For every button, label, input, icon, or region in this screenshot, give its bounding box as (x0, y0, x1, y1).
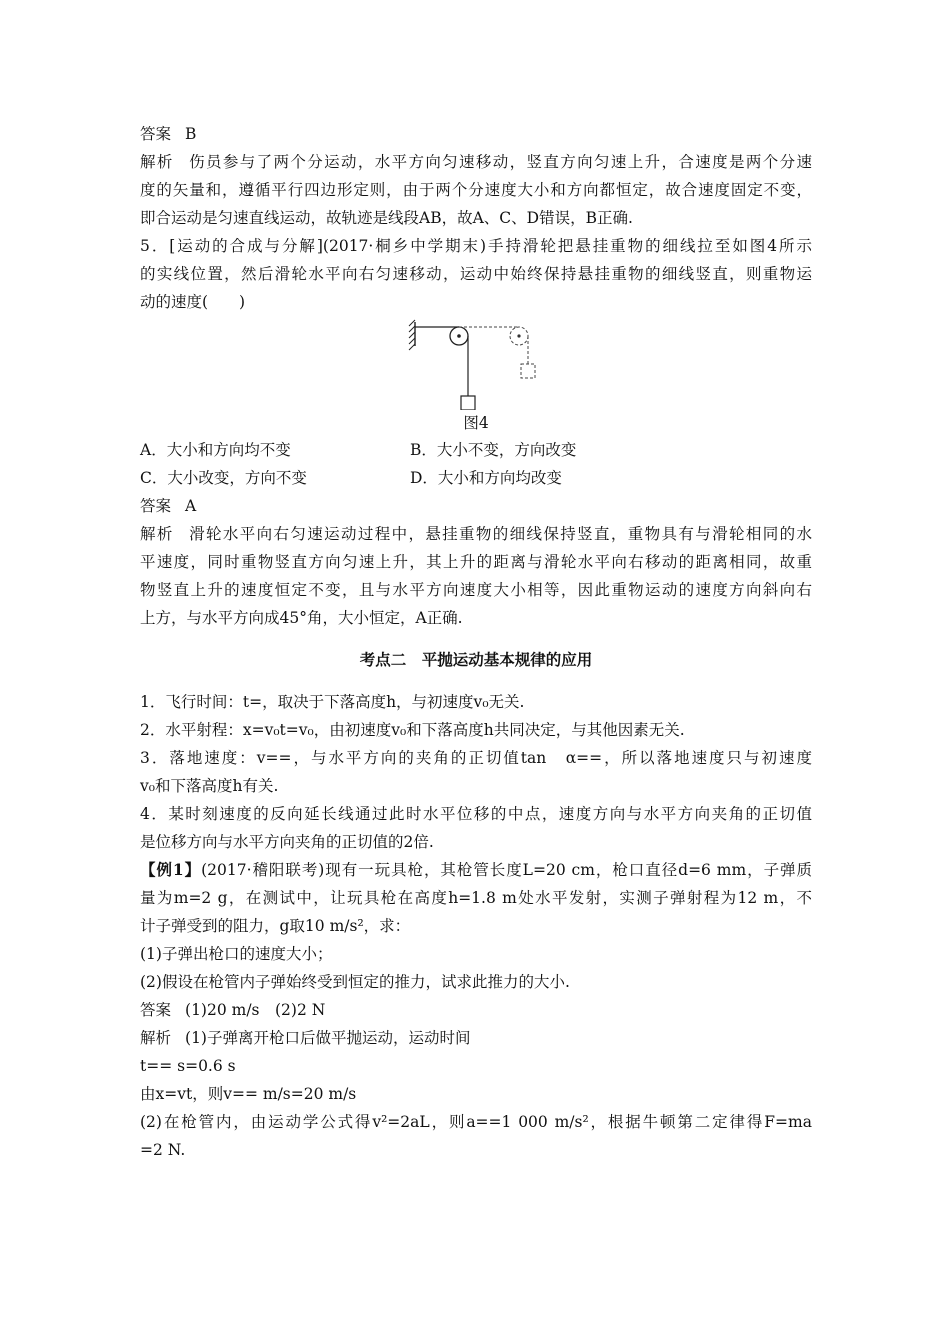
analysis-prev-line: 即合运动是匀速直线运动，故轨迹是线段AB，故A、C、D错误，B正确. (140, 209, 633, 227)
options-row (140, 464, 812, 492)
analysis-example-line: 解析 (1)子弹离开枪口后做平抛运动，运动时间 (140, 1029, 471, 1047)
section-title: 考点二 平抛运动基本规律的应用 (359, 650, 593, 669)
answer-prev (140, 120, 812, 148)
answer-q5 (140, 492, 812, 520)
example-line: (1)子弹出枪口的速度大小； (140, 945, 333, 963)
analysis-q5-line: 上方，与水平方向成45°角，大小恒定，A正确. (140, 609, 463, 627)
answer-label: 答案 (140, 1001, 172, 1019)
figure-caption: 图4 (463, 414, 489, 432)
option-c: C．大小改变，方向不变 (140, 469, 307, 487)
answer-value: (1)20 m/s (2)2 N (185, 1001, 326, 1019)
option-a: A．大小和方向均不变 (140, 441, 291, 459)
option-b: B．大小不变，方向改变 (410, 441, 577, 459)
analysis-prev-line: 度的矢量和，遵循平行四边形定则，由于两个分速度大小和方向都恒定，故合速度固定不变， (140, 181, 812, 199)
answer-label: 答案 (140, 497, 172, 515)
answer-value: A (185, 497, 197, 515)
example-line: (2)假设在枪管内子弹始终受到恒定的推力，试求此推力的大小. (140, 973, 570, 991)
options-row (140, 436, 812, 464)
analysis-example-line: =2 N. (140, 1141, 186, 1159)
analysis-prev-line: 解析 伤员参与了两个分运动，水平方向匀速移动，竖直方向匀速上升，合速度是两个分速 (140, 153, 812, 171)
analysis-label: 解析 (140, 153, 174, 171)
point-item: 1．飞行时间：t=，取决于下落高度h，与初速度v₀无关. (140, 693, 525, 711)
analysis-q5-line: 解析 滑轮水平向右匀速运动过程中，悬挂重物的细线保持竖直，重物具有与滑轮相同的水 (140, 525, 812, 543)
example-label: 【例1】 (140, 860, 202, 879)
analysis-example-line: (2)在枪管内，由运动学公式得v²=2aL，则a==1 000 m/s²，根据牛顿第二定律得F=ma (140, 1113, 812, 1131)
document-content (140, 120, 812, 1164)
example-line: 量为m=2 g，在测试中，让玩具枪在高度h=1.8 m处水平发射，实测子弹射程为12 m，不 (140, 889, 812, 907)
analysis-example-line: t== s=0.6 s (140, 1057, 236, 1075)
point-item: v₀和下落高度h有关. (140, 777, 279, 795)
answer-label: 答案 (140, 125, 172, 143)
option-d: D．大小和方向均改变 (410, 469, 562, 487)
pulley-diagram-icon (405, 316, 545, 410)
analysis-label: 解析 (140, 1029, 172, 1047)
question-5-line: 5．[运动的合成与分解](2017·桐乡中学期末)手持滑轮把悬挂重物的细线拉至如图4所示 (140, 237, 812, 255)
analysis-label: 解析 (140, 525, 174, 543)
point-item: 2．水平射程：x=v₀t=v₀，由初速度v₀和下落高度h共同决定，与其他因素无关. (140, 721, 685, 739)
analysis-q5-line: 物竖直上升的速度恒定不变，且与水平方向速度大小相等，因此重物运动的速度方向斜向右 (140, 581, 812, 599)
point-item: 3．落地速度：v==，与水平方向的夹角的正切值tan α==，所以落地速度只与初速度 (140, 749, 812, 767)
question-5-line: 动的速度( ) (140, 293, 246, 311)
point-item: 是位移方向与水平方向夹角的正切值的2倍. (140, 833, 434, 851)
answer-example (140, 996, 812, 1024)
question-5-line: 的实线位置，然后滑轮水平向右匀速移动，运动中始终保持悬挂重物的细线竖直，则重物运 (140, 265, 812, 283)
answer-value: B (185, 125, 197, 143)
point-item: 4．某时刻速度的反向延长线通过此时水平位移的中点，速度方向与水平方向夹角的正切值 (140, 805, 812, 823)
example-line: 【例1】(2017·稽阳联考)现有一玩具枪，其枪管长度L=20 cm，枪口直径d=6 mm，子弹质 (140, 860, 812, 879)
analysis-q5-line: 平速度，同时重物竖直方向匀速上升，其上升的距离与滑轮水平向右移动的距离相同，故重 (140, 553, 812, 571)
analysis-example-line: 由x=vt，则v== m/s=20 m/s (140, 1085, 357, 1103)
example-line: 计子弹受到的阻力，g取10 m/s²，求： (140, 917, 411, 935)
pulley-figure (140, 316, 812, 410)
